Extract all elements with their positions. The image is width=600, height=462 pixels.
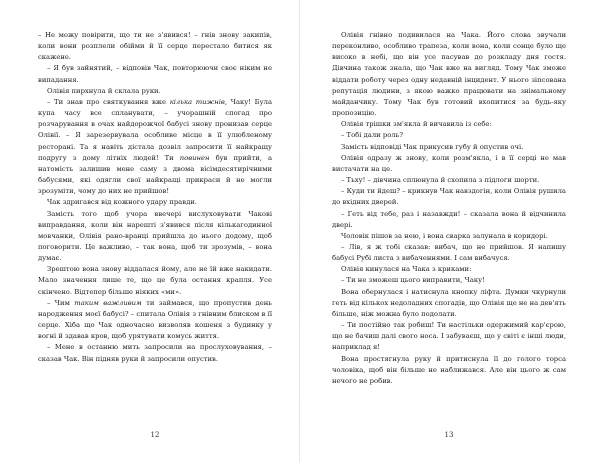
text-run: , Чаку! Була купа часу все спланувати, – учорашній спогад про розчарування в очах найдорожчої бабусі знову пронизав серце Олівії. – Я зарезервувала особливе місце в її улюбленому ресторані. Та я навіть дістала дозвіл запросити її найкращу подругу з дому літніх людей! Ти [38, 97, 272, 162]
text-run: – Ти постійно так робиш! Ти настільки одержимий кар'єрою, що не бачиш далі свого носа. І забуваєш, що у світі є інші люди, наприклад я! [332, 321, 566, 352]
left-page-text [38, 30, 272, 365]
paragraph [332, 231, 566, 242]
text-run: – Я був зайнятий, – відповів Чак, повторюючи своє ніким не випадання. [38, 64, 272, 84]
text-run: Вона простягнула руку й притиснула її до голого торса чоловіка, щоб він більше не наближався. Але він цього ж сам нечого не робив. [332, 354, 566, 385]
text-run: Замість відповіді Чак прикусив губу й опустив очі. [341, 142, 524, 151]
text-run: Замість того щоб учора ввечері вислуховувати Чакові виправдання, коли він нарешті з'явився після кількагодинної мовчанки, Олівія рано-вранці прийшла до нього додому, щоб поговорити. Це важливо, – так вона, щоб ти зрозумів, – вона думає. [38, 209, 272, 263]
paragraph [38, 342, 272, 364]
paragraph [38, 197, 272, 208]
text-run: Олівія трішки зм'якла й вичавила із себе: [341, 120, 492, 129]
paragraph [38, 63, 272, 85]
text-run: – Лів, я ж тобі сказав: вибач, що не прийшов. Я напишу бабусі Рубі листа з вибаченнями. І сам вибачуся. [332, 242, 566, 263]
paragraph [38, 298, 272, 343]
paragraph [332, 153, 566, 175]
paragraph [38, 86, 272, 97]
paragraph [332, 142, 566, 153]
text-run: Олівія одразу ж знову, коли розм'якла, і в її серці не мав вистачати на це. [332, 153, 566, 173]
paragraph [332, 264, 566, 275]
paragraph [38, 97, 272, 197]
emphasized-text: повинен [179, 153, 210, 162]
right-page-number: 13 [444, 431, 454, 439]
text-run: – Геть від тебе, раз і назавжди! – сказала вона й відчинила двері. [332, 209, 566, 229]
paragraph [38, 209, 272, 265]
text-run: – Не можу повірити, що ти не з'явився! – гнів знову закипів, коли вони розплели обійми й її серце перестало битися як скажене. [38, 31, 272, 62]
text-run: – Ти не зможеш цього виправити, Чаку! [341, 276, 485, 285]
text-run: Зрештою вона знову віддалася йому, але не їй вже накидати. Мало значення лише те, що це була остання крапля. Усе скінчено. Відтепер більше ніяких «ми». [38, 265, 272, 296]
text-run: – Чим [47, 298, 75, 307]
paragraph [332, 242, 566, 264]
text-run: був прийти, а натомість залишив мене саму з двома вісімдесятирічними бабусями, які одягли свої найкращі прикраси й не могли зрозуміти, чому до них не прийшов! [38, 153, 272, 196]
paragraph [332, 209, 566, 231]
paragraph [332, 186, 566, 208]
right-page [332, 30, 566, 387]
paragraph [332, 354, 566, 387]
text-run: – Тьху! – дівчина сплюнула й схопила з підлоги шорти. [341, 176, 540, 185]
text-run: Вона обернулася і натиснула кнопку ліфта. Думки чкурнули геть від кількох недоладних спогадів, що Олівія ще не на дев'ять більше, ніж можна було подолати. [332, 287, 567, 318]
paragraph [38, 264, 272, 297]
text-run: – Мене в останню мить запросили на прослуховування, – сказав Чак. Він підняв руки й запросили опустив. [38, 343, 272, 363]
text-run: – Тобі дали роль? [341, 131, 403, 140]
paragraph [332, 320, 566, 353]
emphasized-text: таким важливим [74, 298, 142, 307]
text-run: – Куди ти йдеш? – крикнув Чак навздогін, коли Олівія рушила до вхідних дверей. [332, 187, 566, 207]
book-gutter [299, 0, 300, 462]
text-run: Олівія гнівно подивилася на Чака. Його слова звучали переконливо, особливо трапеза, коли вона, коли сонце було ще високо в небі, що він усе пасував до розкладу дня гостя. Дівчина також знала, що Чак вже на вигляд. Тому Чак зможе віддати роботу через одну недавній інцидент. У нього зіпсована репутація людини, з якою важко працювати на знімальному майданчику. Тому Чак був готовий вхопитися за будь-яку пропозицію. [332, 31, 566, 118]
text-run: Олівія пирхнула й склала руки. [47, 86, 161, 95]
paragraph [332, 275, 566, 286]
text-run: Чоловік пішов за нею, і вона сварка залунала в коридорі. [341, 231, 548, 240]
paragraph [332, 119, 566, 130]
text-run: Чак здригався від кожного удару правди. [47, 198, 197, 207]
left-page [38, 30, 272, 365]
paragraph [332, 287, 566, 320]
left-page-number: 12 [150, 431, 160, 439]
paragraph [332, 130, 566, 141]
paragraph [332, 175, 566, 186]
text-run: Олівія кинулася на Чака з криками: [341, 265, 472, 274]
emphasized-text: кілька тижнів [169, 97, 225, 106]
paragraph [332, 30, 566, 119]
right-page-text [332, 30, 566, 387]
text-run: ти займався, що пропустив день народження моєї бабусі? – спитала Олівія з гнівним блиском в її серце. Хіба що Чак одночасно визволяв кошеня з будинку у вогні й здавав кров, щоб урятувати комусь життя. [38, 298, 272, 341]
paragraph [38, 30, 272, 63]
text-run: – Ти знав про святкування вже [47, 97, 170, 106]
